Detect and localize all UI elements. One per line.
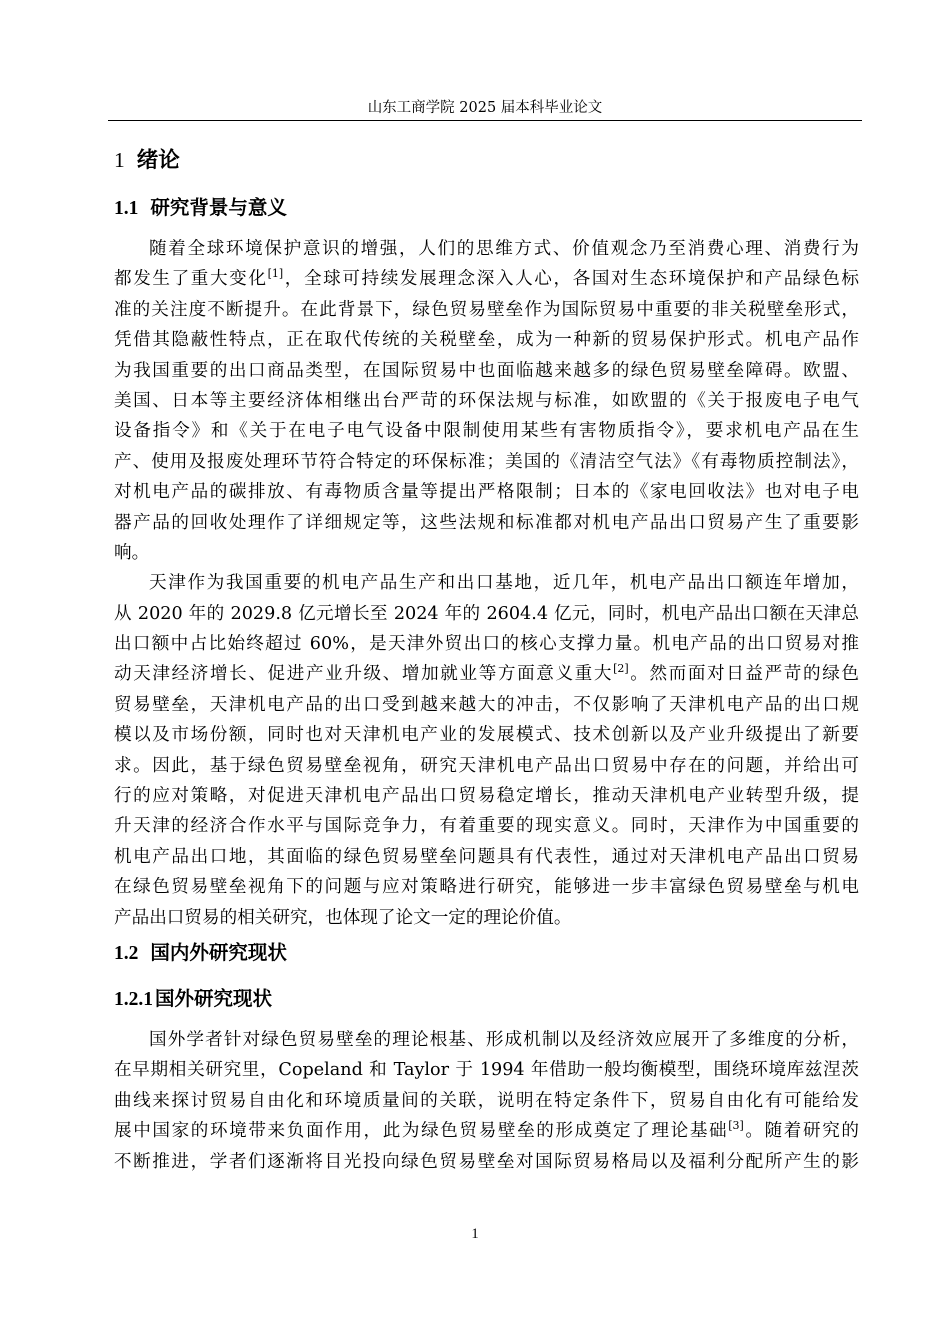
section-title: 国内外研究现状 [150,940,287,964]
paragraph-tianjin [114,568,859,933]
text-line: 在绿色贸易壁垒视角下的问题与应对策略进行研究，能够进一步丰富绿色贸易壁垒与机电 [114,877,859,898]
chapter-number: 1 [114,148,125,172]
text-line: 器产品的回收处理作了详细规定等，这些法规和标准都对机电产品出口贸易产生了重要影 [114,512,859,533]
text-line: 从 2020 年的 2029.8 亿元增长至 2024 年的 2604.4 亿元，同时，机电产品出口额在天津总 [114,603,859,624]
section-number: 1.1 [114,198,139,219]
section-title: 研究背景与意义 [150,196,287,219]
citation-ref: [3] [728,1119,744,1133]
citation-ref: [1] [267,267,284,281]
paragraph-background [114,234,859,568]
paragraph-foreign-research [114,1025,859,1177]
text-line: 响。 [114,542,150,563]
text-line: 求。因此，基于绿色贸易壁垒视角，研究天津机电产品出口贸易中存在的问题，并给出可 [114,755,859,776]
text-line: 出口额中占比始终超过 60%，是天津外贸出口的核心支撑力量。机电产品的出口贸易对推 [114,634,859,655]
text-line: 升天津的经济合作水平与国际竞争力，有着重要的现实意义。同时，天津作为中国重要的 [114,816,859,837]
text-line: 都发生了重大变化[1]，全球可持续发展理念深入人心，各国对生态环境保护和产品绿色标 [114,267,859,290]
text-line: 行的应对策略，对促进天津机电产品出口贸易稳定增长，推动天津机电产业转型升级，提 [114,786,859,807]
citation-ref: [2] [613,662,629,676]
text-line: 曲线来探讨贸易自由化和环境质量间的关联，说明在特定条件下，贸易自由化有可能给发 [114,1090,859,1111]
text-line: 美国、日本等主要经济体相继出台严苛的环保法规与标准，如欧盟的《关于报废电子电气 [114,390,859,411]
text-line: 准的关注度不断提升。在此背景下，绿色贸易壁垒作为国际贸易中重要的非关税壁垒形式， [114,299,859,320]
text-line: 在早期相关研究里，Copeland 和 Taylor 于 1994 年借助一般均衡模型，围绕环境库兹涅茨 [114,1060,859,1081]
body-content [114,140,859,1177]
text-line: 国外学者针对绿色贸易壁垒的理论根基、形成机制以及经济效应展开了多维度的分析， [149,1029,859,1050]
header-rule [108,120,862,121]
running-header: 山东工商学院 2025 届本科毕业论文 [367,100,603,116]
text-line: 设备指令》和《关于在电子电气设备中限制使用某些有害物质指令》，要求机电产品在生 [114,421,859,442]
subsection-heading-1-2-1 [114,979,859,1025]
text-line: 产、使用及报废处理环节符合特定的环保标准；美国的《清洁空气法》《有毒物质控制法》， [114,451,859,472]
subsection-number: 1.2.1 [114,988,153,1010]
section-heading-1-1 [114,188,859,234]
section-heading-1-2 [114,933,859,979]
section-number: 1.2 [114,942,139,964]
text-line: 对机电产品的碳排放、有毒物质含量等提出严格限制；日本的《家电回收法》也对电子电 [114,482,859,503]
chapter-heading [114,140,859,188]
text-line: 为我国重要的出口商品类型，在国际贸易中也面临越来越多的绿色贸易壁垒障碍。欧盟、 [114,360,859,381]
page-number: 1 [471,1226,479,1242]
subsection-title: 国外研究现状 [155,986,273,1010]
text-line: 动天津经济增长、促进产业升级、增加就业等方面意义重大[2]。然而面对日益严苛的绿色 [114,662,859,685]
text-line: 模以及市场份额，同时也对天津机电产业的发展模式、技术创新以及产业升级提出了新要 [114,725,859,746]
text-line: 展中国家的环境带来负面作用，此为绿色贸易壁垒的形成奠定了理论基础[3]。随着研究的 [114,1119,859,1142]
text-line: 贸易壁垒，天津机电产品的出口受到越来越大的冲击，不仅影响了天津机电产品的出口规 [114,694,859,715]
text-line: 凭借其隐蔽性特点，正在取代传统的关税壁垒，成为一种新的贸易保护形式。机电产品作 [114,330,859,351]
text-line: 天津作为我国重要的机电产品生产和出口基地，近几年，机电产品出口额连年增加， [149,573,859,594]
chapter-title: 绪论 [136,148,180,173]
text-line: 产品出口贸易的相关研究，也体现了论文一定的理论价值。 [114,907,572,928]
text-line: 机电产品出口地，其面临的绿色贸易壁垒问题具有代表性，通过对天津机电产品出口贸易 [114,846,859,867]
text-line: 随着全球环境保护意识的增强，人们的思维方式、价值观念乃至消费心理、消费行为 [149,239,859,259]
text-line: 不断推进，学者们逐渐将目光投向绿色贸易壁垒对国际贸易格局以及福利分配所产生的影 [114,1151,859,1172]
